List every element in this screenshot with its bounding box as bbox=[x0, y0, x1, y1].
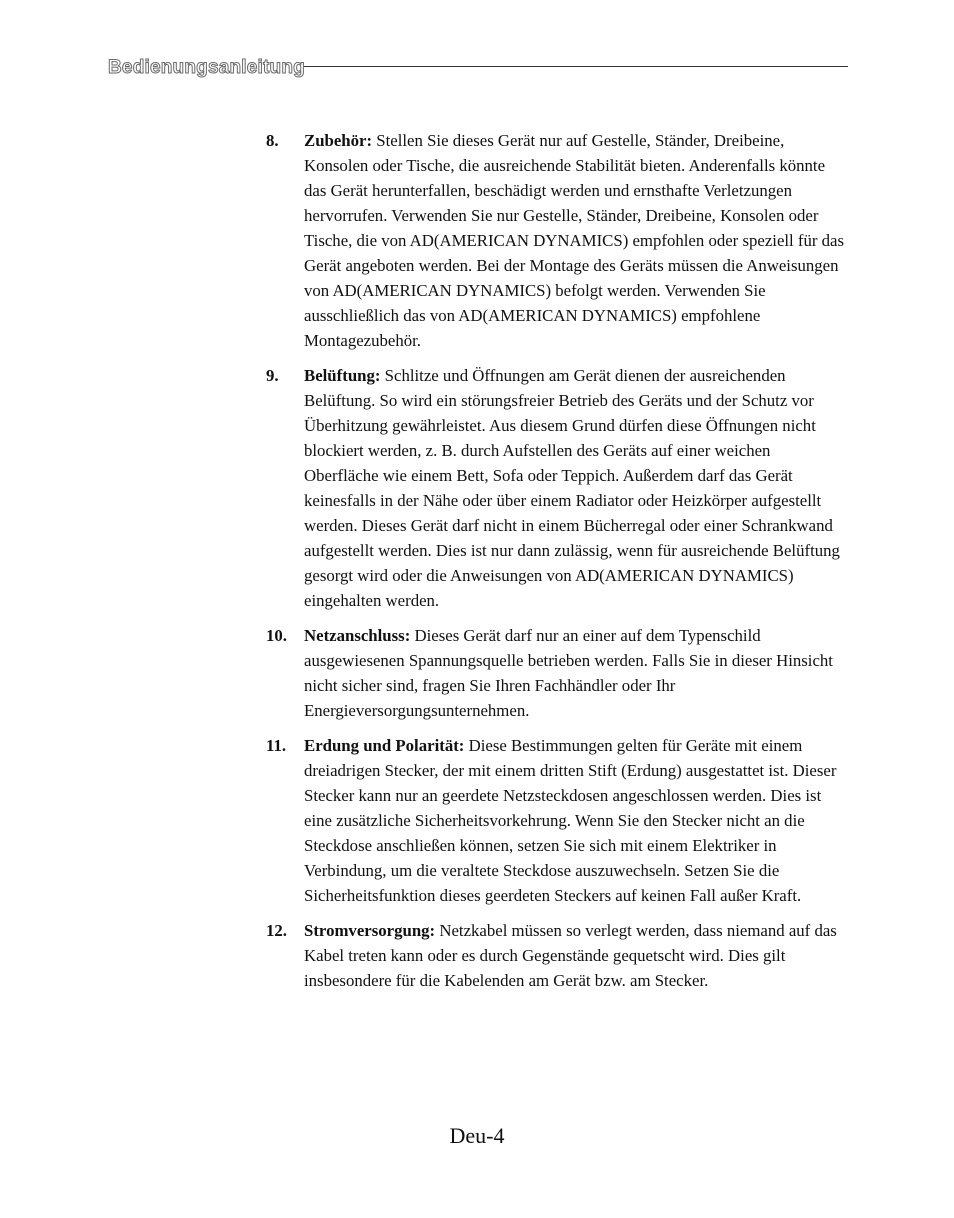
item-title: Stromversorgung: bbox=[304, 921, 436, 940]
item-number: 10. bbox=[266, 626, 287, 645]
list-item bbox=[266, 733, 848, 908]
page-number: Deu-4 bbox=[449, 1123, 505, 1148]
header-rule bbox=[304, 66, 848, 67]
item-number: 12. bbox=[266, 921, 287, 940]
item-title: Erdung und Polarität: bbox=[304, 736, 465, 755]
item-text: Dieses Gerät darf nur an einer auf dem Typenschild ausgewiesenen Spannungsquelle betrieben werden. Falls Sie in dieser Hinsicht nicht sicher sind, fragen Sie Ihren Fachhändler oder Ihr Energieversorgungsunternehmen. bbox=[304, 626, 833, 720]
item-text: Schlitze und Öffnungen am Gerät dienen der ausreichenden Belüftung. So wird ein störungsfreier Betrieb des Geräts und der Schutz vor Überhitzung gewährleistet. Aus diesem Grund dürfen diese Öffnungen nicht blockiert werden, z. B. durch Aufstellen des Geräts auf einer weichen Oberfläche wie einem Bett, Sofa oder Teppich. Außerdem darf das Gerät keinesfalls in der Nähe oder über einem Radiator oder Heizkörper aufgestellt werden. Dieses Gerät darf nicht in einem Bücherregal oder einer Schrankwand aufgestellt werden. Dies ist nur dann zulässig, wenn für ausreichende Belüftung gesorgt wird oder die Anweisungen von AD(AMERICAN DYNAMICS) eingehalten werden. bbox=[304, 366, 840, 610]
item-text: Netzkabel müssen so verlegt werden, dass niemand auf das Kabel treten kann oder es durch Gegenstände gequetscht wird. Dies gilt insbesondere für die Kabelenden am Gerät bzw. am Stecker. bbox=[304, 921, 837, 990]
item-title: Netzanschluss: bbox=[304, 626, 411, 645]
page-header bbox=[108, 56, 848, 80]
item-number: 9. bbox=[266, 366, 279, 385]
item-title: Belüftung: bbox=[304, 366, 381, 385]
item-text: Diese Bestimmungen gelten für Geräte mit einem dreiadrigen Stecker, der mit einem dritten Stift (Erdung) ausgestattet ist. Dieser Stecker kann nur an geerdete Netzsteckdosen angeschlossen werden. Dies ist eine zusätzliche Sicherheitsvorkehrung. Wenn Sie den Stecker nicht an die Steckdose anschließen können, setzen Sie sich mit einem Elektriker in Verbindung, um die veraltete Steckdose auszuwechseln. Setzen Sie die Sicherheitsfunktion dieses geerdeten Steckers auf keinen Fall außer Kraft. bbox=[304, 736, 837, 905]
item-number: 11. bbox=[266, 736, 287, 755]
list-item bbox=[266, 918, 848, 993]
list-item bbox=[266, 623, 848, 723]
item-title: Zubehör: bbox=[304, 131, 373, 150]
list-item bbox=[266, 128, 848, 353]
safety-instructions-list bbox=[266, 128, 848, 1003]
item-text: Stellen Sie dieses Gerät nur auf Gestelle, Ständer, Dreibeine, Konsolen oder Tische, die ausreichende Stabilität bieten. Anderenfalls könnte das Gerät herunterfallen, beschädigt werden und ernsthafte Verletzungen hervorrufen. Verwenden Sie nur Gestelle, Ständer, Dreibeine, Konsolen oder Tische, die von AD(AMERICAN DYNAMICS) empfohlen oder speziell für das Gerät angeboten werden. Bei der Montage des Geräts müssen die Anweisungen von AD(AMERICAN DYNAMICS) befolgt werden. Verwenden Sie ausschließlich das von AD(AMERICAN DYNAMICS) empfohlene Montagezubehör. bbox=[304, 131, 845, 350]
header-title: Bedienungsanleitung bbox=[108, 57, 305, 78]
item-number: 8. bbox=[266, 131, 279, 150]
list-item bbox=[266, 363, 848, 613]
